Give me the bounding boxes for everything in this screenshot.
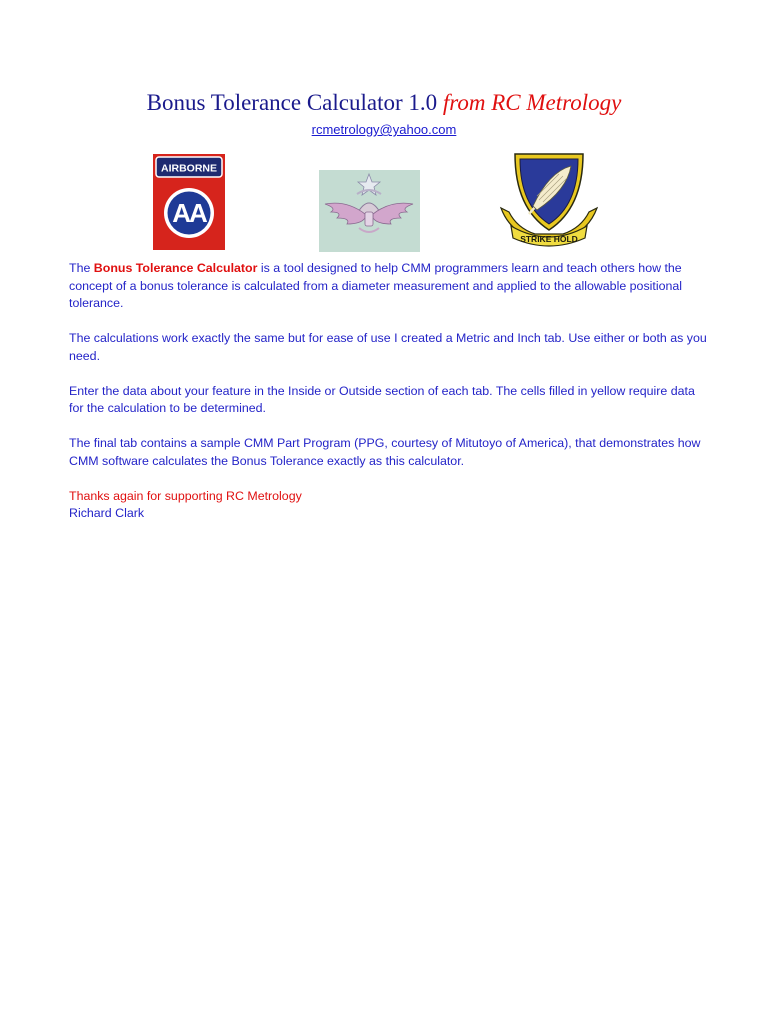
paragraph-final-tab: The final tab contains a sample CMM Part Program (PPG, courtesy of Mitutoyo of America), that demonstrates how CMM software calculates the Bonus Tolerance exactly as this calculator. bbox=[69, 436, 701, 468]
calculator-name: Bonus Tolerance Calculator bbox=[93, 261, 258, 275]
intro-rest: is a tool designed to help CMM programmers learn and teach others how the concept of a bonus tolerance is calculated from a diameter measurement and applied to the allowable positional tolerance. bbox=[69, 261, 683, 310]
signature-block bbox=[69, 488, 709, 523]
shield-motto: STRIKE HOLD bbox=[520, 234, 578, 244]
thanks-line: Thanks again for supporting RC Metrology bbox=[69, 488, 302, 503]
title-from: from RC Metrology bbox=[442, 90, 622, 115]
document-title bbox=[0, 90, 768, 116]
signature-name: Richard Clark bbox=[69, 506, 145, 520]
airborne-tab-text: AIRBORNE bbox=[160, 162, 218, 175]
paragraph-data-entry: Enter the data about your feature in the Inside or Outside section of each tab. The cells filled in yellow require data for the calculation to be determined. bbox=[69, 383, 695, 415]
paragraph-intro bbox=[69, 260, 709, 313]
body-content bbox=[69, 260, 709, 523]
title-main: Bonus Tolerance Calculator 1.0 bbox=[146, 90, 438, 115]
paragraph-tabs: The calculations work exactly the same but for ease of use I created a Metric and Inch tab. Use either or both as you need. bbox=[69, 331, 707, 363]
parachutist-wings-icon bbox=[319, 170, 420, 252]
airborne-monogram: AA bbox=[172, 198, 206, 228]
strike-hold-shield-icon bbox=[497, 150, 601, 252]
intro-prefix: The bbox=[69, 261, 94, 275]
airborne-patch-icon bbox=[153, 154, 225, 250]
email-link[interactable]: rcmetrology@yahoo.com bbox=[311, 122, 457, 137]
